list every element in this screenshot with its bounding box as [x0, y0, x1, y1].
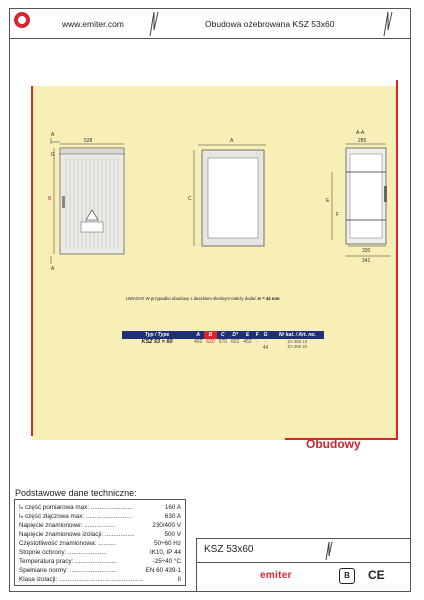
zigzag-divider-icon [324, 540, 334, 562]
table-header-row [122, 331, 324, 339]
website-url[interactable]: www.emiter.com [62, 19, 124, 29]
spec-value: 230/400 V [152, 522, 181, 529]
spec-value: EN 60 439-1 [145, 567, 181, 574]
spec-label: Klasa izolacji: ................................................ [19, 576, 143, 583]
header-a: A [192, 331, 204, 339]
cell-a: 492 [194, 339, 203, 345]
header-g: G [261, 331, 271, 339]
zigzag-divider-icon [148, 10, 160, 38]
front-g-label: G [51, 152, 55, 158]
header-b: B [204, 331, 216, 339]
header-art-no: Nr kat. / Art. no. [270, 331, 324, 339]
spec-label: Stopnie ochrony: ...................... [19, 549, 107, 556]
cell-b: 620 [206, 339, 215, 345]
middle-view-drawing [186, 136, 278, 256]
cell-d: 602 [231, 339, 240, 345]
art-no-2: ZA 356 20 [287, 344, 308, 349]
warning-note-text: UWAGA!! W przypadku obudowy z daszkiem skośnym należy dodać [126, 296, 258, 301]
spec-label: Iₙ część złączowa max: .......................... [19, 513, 132, 520]
header-f: F [255, 332, 259, 338]
ce-mark-icon: CE [368, 568, 385, 582]
spec-value: 160 A [164, 504, 181, 511]
spec-label: Napięcie znamionowe: .................. [19, 522, 116, 529]
header-d: D* [229, 331, 241, 339]
cell-art-no [270, 339, 324, 351]
zigzag-divider-icon [382, 10, 394, 38]
dimensions-table [122, 331, 324, 351]
footer-divider [196, 538, 411, 539]
spec-value: II [177, 576, 181, 583]
document-title: Obudowa ożebrowana KSZ 53x60 [205, 19, 335, 29]
header-c: C [217, 331, 229, 339]
cell-g-value1: - [264, 339, 267, 345]
front-section-label-bottom: A [51, 266, 55, 270]
emiter-logo-icon [14, 12, 30, 28]
front-width-label: 528 [84, 138, 93, 144]
cell-g [261, 339, 271, 351]
middle-height-label: C [188, 196, 192, 202]
side-view-drawing [324, 128, 394, 264]
red-border-right [396, 80, 398, 440]
specs-box [14, 499, 186, 586]
front-section-label: A [51, 132, 55, 138]
side-depth-label: F [336, 212, 340, 218]
cell-type: KSZ 53 × 60 [141, 339, 173, 345]
front-height-label: B [48, 196, 52, 202]
red-border-left [31, 86, 33, 436]
side-width-bottom1: 320 [362, 248, 371, 254]
spec-label: Spełniane normy: ........................... [19, 567, 117, 574]
header-divider [9, 38, 411, 39]
spec-label: Iₙ część pomiarowa max: ........................ [19, 504, 133, 511]
spec-value: -25÷40 °C [152, 558, 181, 565]
warning-note-value: G = 44 mm [257, 296, 280, 301]
specs-title: Podstawowe dane techniczne: [15, 488, 137, 498]
side-height-label: E [326, 198, 330, 204]
header-e: E [241, 331, 253, 339]
table-row [122, 339, 324, 351]
middle-width-label: A [230, 138, 234, 144]
spec-value: 630 A [164, 513, 181, 520]
spec-value: IK10, IP 44 [149, 549, 181, 556]
art-no-1: ZA 356 10 [287, 339, 308, 344]
section-label: Obudowy [306, 437, 361, 451]
spec-label: Temperatura pracy: ........................ [19, 558, 117, 565]
warning-note [126, 296, 280, 301]
footer-divider-vertical [196, 538, 197, 592]
side-width-top-label: 285 [358, 138, 367, 144]
cell-f: - [256, 339, 259, 345]
spec-label: Napięcie znamionowe izolacji: ................. [19, 531, 135, 538]
header-type: Typ / Type [122, 331, 192, 339]
emiter-brand-logo: emiter [260, 570, 292, 581]
spec-value: 500 V [164, 531, 181, 538]
b-certification-icon: B [339, 568, 355, 584]
cell-c: 570 [218, 339, 228, 345]
cell-g-value2: 44 [262, 345, 269, 351]
footer-model: KSZ 53x60 [204, 544, 254, 555]
cell-e: 452 [243, 339, 252, 345]
side-width-bottom2: 341 [362, 258, 371, 264]
front-view-drawing [48, 130, 140, 270]
spec-label: Częstotliwość znamionowa: .......... [19, 540, 116, 547]
side-section-label: A-A [356, 130, 365, 136]
spec-value: 50÷60 Hz [154, 540, 181, 547]
footer-divider-mid [196, 562, 411, 563]
